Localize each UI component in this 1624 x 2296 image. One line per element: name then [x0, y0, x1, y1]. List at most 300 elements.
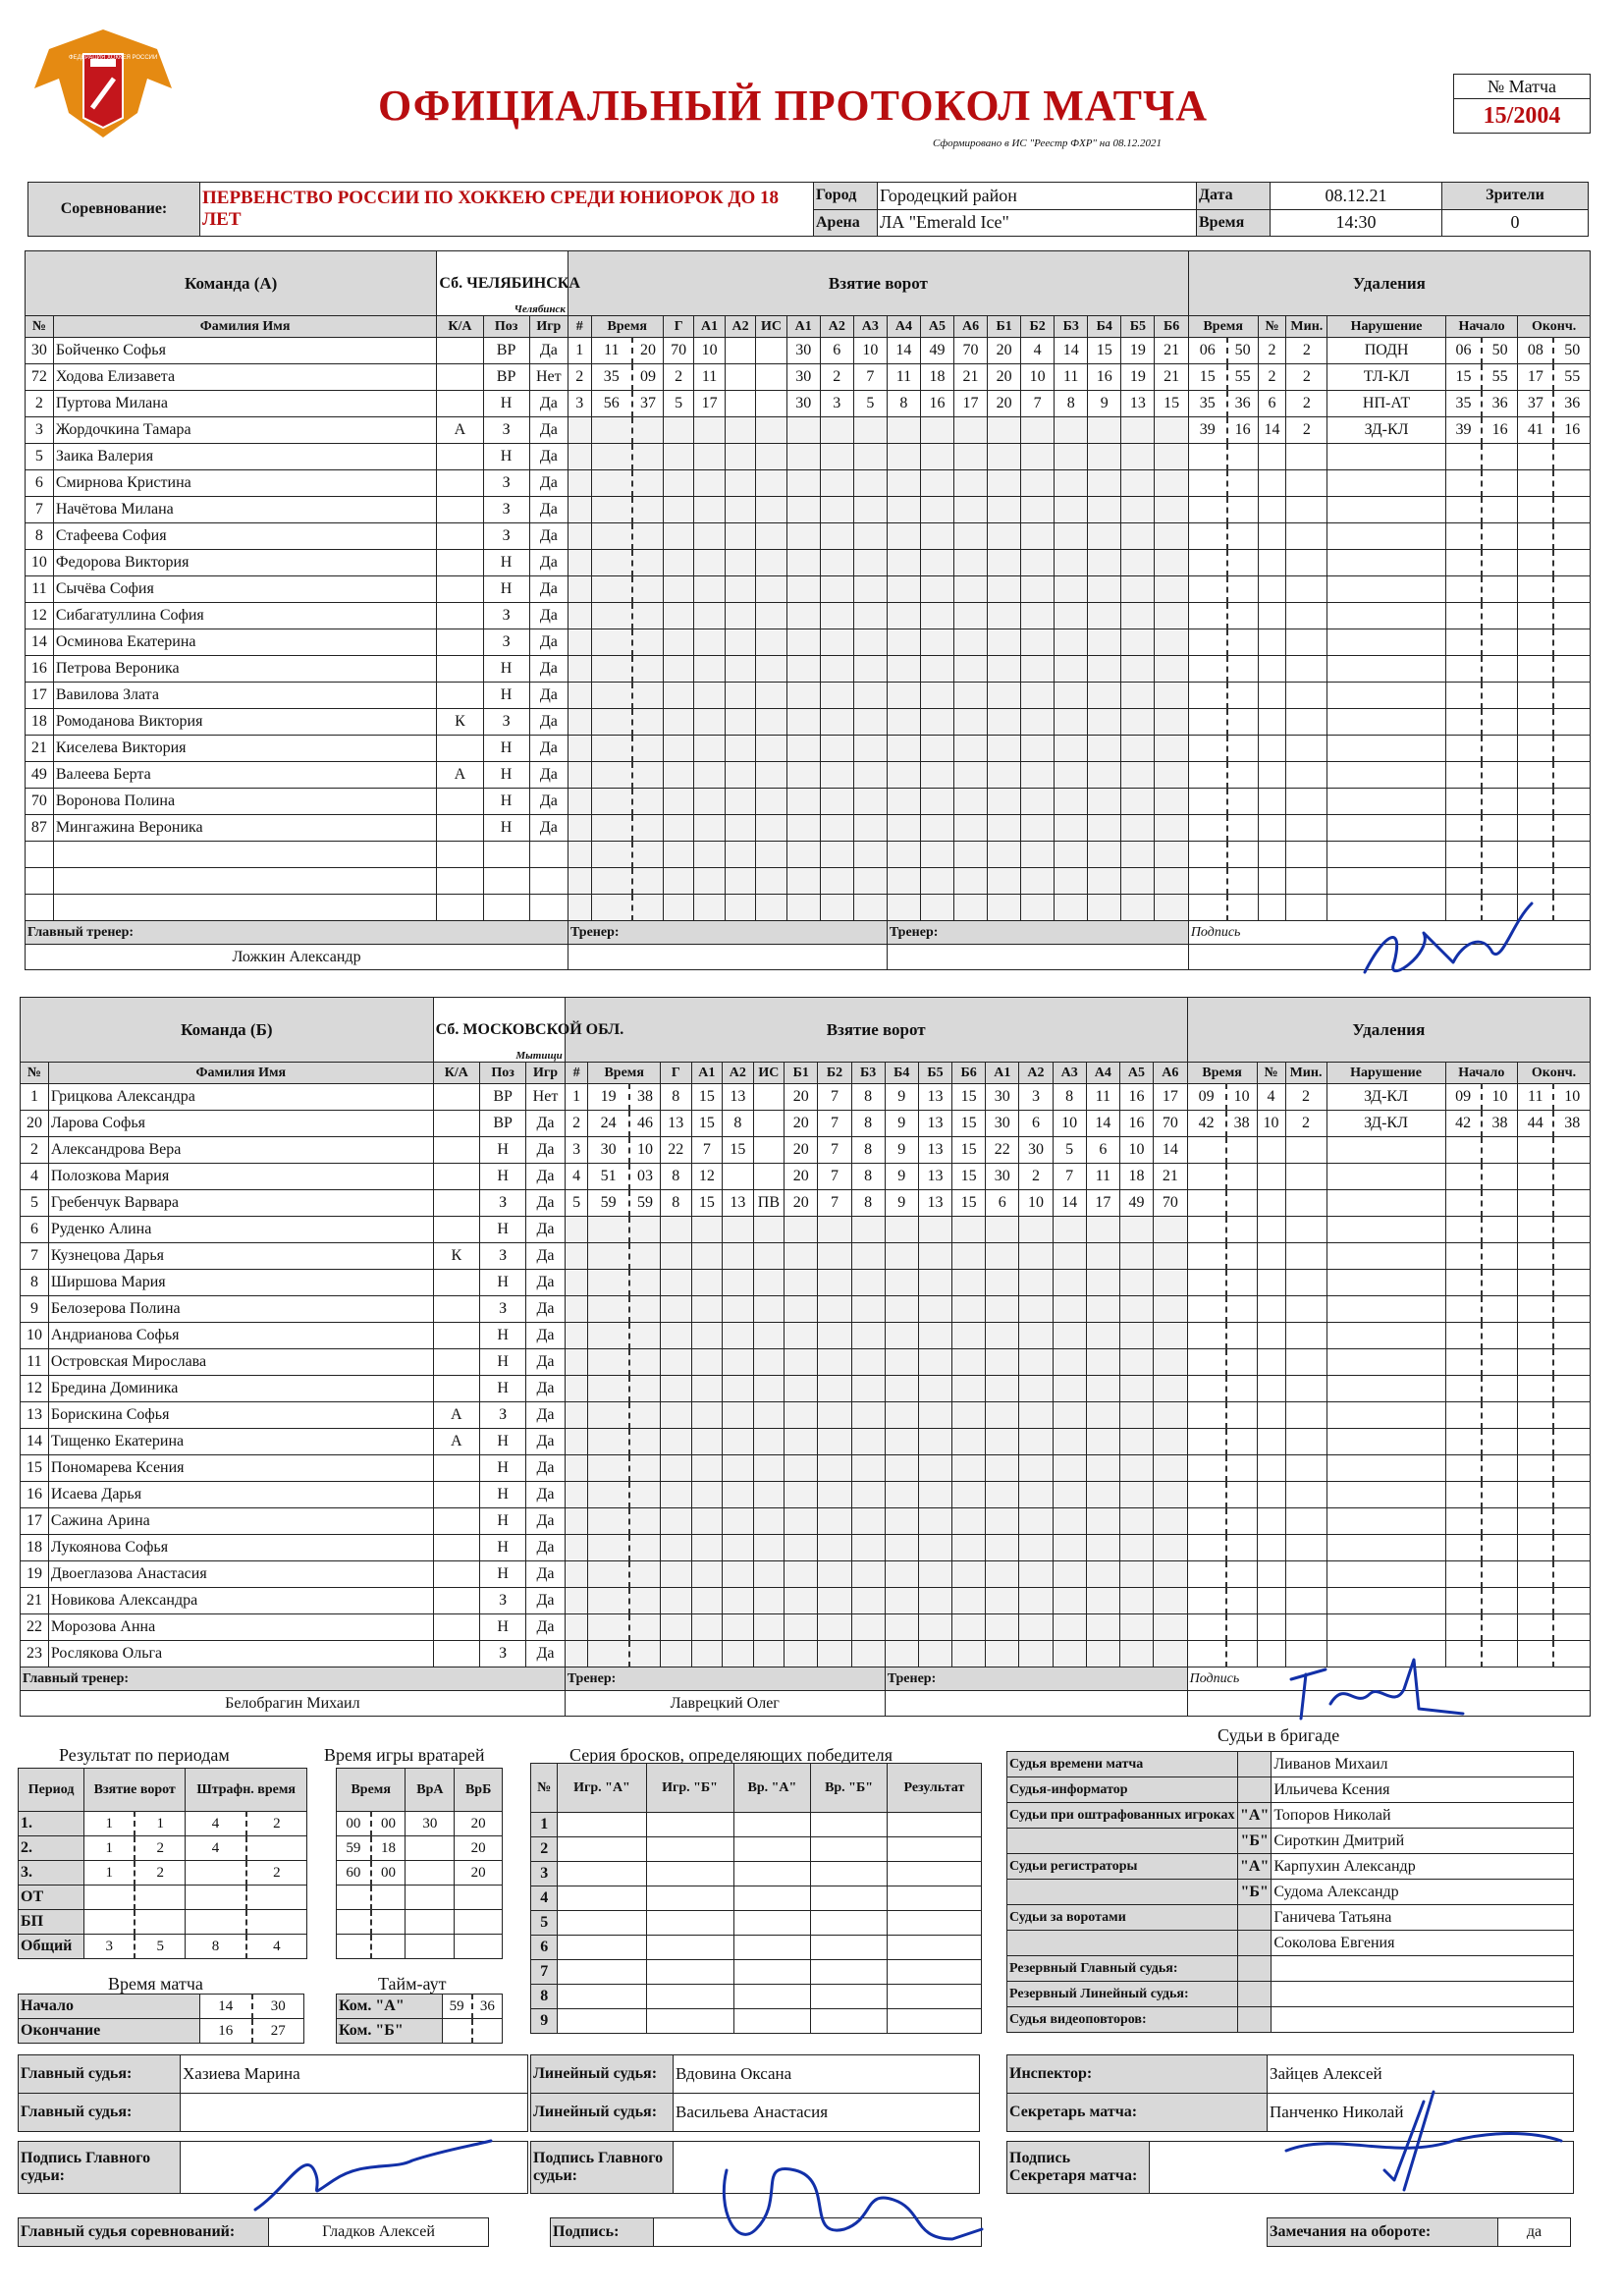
- player-position: З: [483, 629, 529, 656]
- player-name-cell: [53, 497, 437, 523]
- col-play: Игр: [526, 1063, 565, 1084]
- player-position: Н: [483, 391, 529, 417]
- goal-cell: 20: [988, 391, 1021, 417]
- player-position: Н: [479, 1270, 525, 1296]
- penalty-cell: 2: [1286, 417, 1327, 444]
- teamB-player-row: [21, 1535, 1591, 1561]
- player-position: З: [483, 470, 529, 497]
- period-pim-b: 4: [246, 1935, 307, 1959]
- player-captain: А: [433, 1402, 479, 1429]
- period-pim-a: 4: [186, 1812, 246, 1836]
- teamB-sign-label: Подпись: [1187, 1667, 1590, 1691]
- referee-role: Судьи за воротами: [1007, 1905, 1238, 1931]
- player-name-cell: [48, 1084, 433, 1111]
- period-label: 3.: [19, 1861, 84, 1886]
- shootout-number: 3: [531, 1862, 558, 1886]
- referee-name: Ильичева Ксения: [1272, 1777, 1574, 1803]
- penalty-cell: 16: [1227, 417, 1258, 444]
- teamB-pen-title: Удаления: [1187, 998, 1590, 1063]
- player-played: Да: [526, 1429, 565, 1455]
- goal-cell: 21: [1155, 364, 1188, 391]
- teamA-sign-label: Подпись: [1188, 921, 1590, 945]
- player-played: Да: [526, 1482, 565, 1508]
- referee-role: Судья видеоповторов:: [1007, 2007, 1238, 2033]
- penalty-cell: 38: [1553, 1111, 1590, 1137]
- period-label: ОТ: [19, 1886, 84, 1910]
- goal-cell: 49: [1119, 1190, 1153, 1217]
- referee-row: [1007, 1982, 1574, 2007]
- player-number: 70: [26, 789, 54, 815]
- player-name: Мингажина Вероника: [55, 819, 203, 836]
- player-name: Андрианова Софья: [50, 1327, 180, 1343]
- col-name: Фамилия Имя: [48, 1063, 433, 1084]
- goal-cell: 15: [691, 1084, 723, 1111]
- player-captain: [437, 523, 483, 550]
- col-ka: К/А: [437, 316, 483, 338]
- col-onice-11: А6: [1154, 1063, 1188, 1084]
- referee-team: [1238, 1931, 1272, 1956]
- period-goals-b: 1: [135, 1812, 186, 1836]
- goal-cell: 18: [920, 364, 953, 391]
- player-captain: А: [437, 762, 483, 789]
- teamA-player-row: [26, 683, 1591, 709]
- col-goal-time: Время: [588, 1063, 661, 1084]
- period-pim-a: 8: [186, 1935, 246, 1959]
- goal-cell: 14: [1154, 1137, 1188, 1164]
- period-goals-a: [84, 1886, 135, 1910]
- player-name-cell: [48, 1243, 433, 1270]
- player-played: Да: [526, 1588, 565, 1614]
- player-name-cell: [48, 1588, 433, 1614]
- teamA-coach2-label: Тренер:: [887, 921, 1188, 945]
- goal-cell: 15: [952, 1084, 986, 1111]
- goal-cell: 30: [986, 1084, 1019, 1111]
- player-number: 21: [21, 1588, 49, 1614]
- player-name: Руденко Алина: [50, 1221, 152, 1237]
- goal-cell: 15: [952, 1190, 986, 1217]
- player-played: Нет: [529, 364, 568, 391]
- player-name: Осминова Екатерина: [55, 633, 196, 650]
- player-name-cell: [53, 338, 437, 364]
- goal-cell: 30: [786, 338, 820, 364]
- goal-cell: 15: [723, 1137, 754, 1164]
- player-captain: [433, 1323, 479, 1349]
- player-captain: К: [433, 1243, 479, 1270]
- goal-cell: 6: [986, 1190, 1019, 1217]
- player-captain: [437, 576, 483, 603]
- goal-cell: 8: [851, 1084, 885, 1111]
- col-pen-end: Оконч.: [1518, 1063, 1591, 1084]
- gk-a: 30: [406, 1812, 455, 1836]
- player-name: Сажина Арина: [50, 1512, 150, 1529]
- player-number: 8: [21, 1270, 49, 1296]
- inspector-label: Инспектор:: [1007, 2055, 1268, 2094]
- player-name: Смирнова Кристина: [55, 474, 191, 491]
- goal-cell: 13: [918, 1190, 951, 1217]
- goal-cell: 8: [661, 1164, 692, 1190]
- goal-cell: 70: [1154, 1190, 1188, 1217]
- player-name: Воронова Полина: [55, 793, 176, 809]
- referee-name: Ливанов Михаил: [1272, 1752, 1574, 1777]
- penalty-cell: 4: [1257, 1084, 1285, 1111]
- goal-cell: 7: [818, 1084, 851, 1111]
- penalty-cell: 42: [1187, 1111, 1225, 1137]
- player-name: Тищенко Екатерина: [50, 1433, 185, 1449]
- goal-cell: 30: [588, 1137, 629, 1164]
- player-name: Заика Валерия: [55, 448, 154, 465]
- player-captain: [433, 1614, 479, 1641]
- col-a2: А2: [725, 316, 755, 338]
- match-start-m: 30: [252, 1995, 304, 2019]
- arena-label: Арена: [814, 209, 878, 237]
- date-value: 08.12.21: [1271, 183, 1442, 210]
- goal-cell: 7: [818, 1190, 851, 1217]
- timeout-b-label: Ком. "Б": [337, 2019, 443, 2044]
- col-pos: Поз: [479, 1063, 525, 1084]
- col-pen-min: Мин.: [1285, 1063, 1326, 1084]
- goal-cell: 30: [986, 1111, 1019, 1137]
- gk-a: [406, 1886, 455, 1910]
- goal-cell: 13: [1121, 391, 1155, 417]
- player-name-cell: [53, 417, 437, 444]
- referee-name: Топоров Николай: [1272, 1803, 1574, 1829]
- match-start-label: Начало: [19, 1995, 200, 2019]
- penalty-cell: 2: [1285, 1084, 1326, 1111]
- teamA-head-coach-label: Главный тренер:: [26, 921, 568, 945]
- goal-cell: 5: [853, 391, 887, 417]
- col-is: ИС: [753, 1063, 785, 1084]
- player-number: 20: [21, 1111, 49, 1137]
- shootout-number: 4: [531, 1886, 558, 1911]
- player-name-cell: [53, 762, 437, 789]
- player-captain: [437, 364, 483, 391]
- col-name: Фамилия Имя: [53, 316, 437, 338]
- col-shootout-0: №: [531, 1764, 558, 1813]
- period-pim-b: [246, 1910, 307, 1935]
- col-onice-1: А2: [820, 316, 853, 338]
- player-number: 16: [26, 656, 54, 683]
- goal-cell: 1: [565, 1084, 588, 1111]
- comp-sign-label: Подпись:: [551, 2218, 654, 2247]
- penalty-cell: 35: [1445, 391, 1482, 417]
- teamB-player-row: [21, 1482, 1591, 1508]
- teamA-player-row: [26, 417, 1591, 444]
- player-name: Жордочкина Тамара: [55, 421, 191, 438]
- col-shootout-4: Вр. "Б": [811, 1764, 888, 1813]
- teamB-player-row: [21, 1455, 1591, 1482]
- goal-cell: 8: [661, 1084, 692, 1111]
- player-played: Да: [526, 1455, 565, 1482]
- player-name: Рослякова Ольга: [50, 1645, 163, 1662]
- player-captain: [437, 338, 483, 364]
- goal-cell: 16: [1119, 1111, 1153, 1137]
- penalty-cell: 36: [1227, 391, 1258, 417]
- player-captain: [433, 1217, 479, 1243]
- player-name: Новикова Александра: [50, 1592, 198, 1609]
- goal-cell: 11: [1086, 1084, 1119, 1111]
- goal-cell: 17: [694, 391, 725, 417]
- penalty-cell: 10: [1482, 1084, 1518, 1111]
- shootout-number: 5: [531, 1911, 558, 1936]
- goal-cell: 19: [1121, 338, 1155, 364]
- spectators-value: 0: [1442, 209, 1589, 237]
- goal-cell: 15: [952, 1111, 986, 1137]
- gk-b: 20: [455, 1861, 503, 1886]
- teamB-player-row: [21, 1137, 1591, 1164]
- goal-cell: 9: [885, 1190, 918, 1217]
- player-name-cell: [48, 1323, 433, 1349]
- player-position: Н: [483, 736, 529, 762]
- referee-name: Соколова Евгения: [1272, 1931, 1574, 1956]
- player-played: Да: [529, 789, 568, 815]
- gk-a: [406, 1861, 455, 1886]
- player-name-cell: [48, 1217, 433, 1243]
- player-name: Киселева Виктория: [55, 739, 187, 756]
- period-goals-b: 2: [135, 1836, 186, 1861]
- player-captain: [433, 1349, 479, 1376]
- teamA-head-coach: Ложкин Александр: [26, 945, 568, 970]
- shootout-row: [531, 1960, 982, 1985]
- teamA-coach: [568, 945, 888, 970]
- referee-team: "Б": [1238, 1880, 1272, 1905]
- player-position: Н: [483, 683, 529, 709]
- period-goals-a: 3: [84, 1935, 135, 1959]
- referee-row: [1007, 1854, 1574, 1880]
- referee-team: [1238, 1905, 1272, 1931]
- player-name: Федорова Виктория: [55, 554, 189, 571]
- goal-cell: 20: [785, 1137, 818, 1164]
- goal-cell: 70: [1154, 1111, 1188, 1137]
- period-goals-b: 5: [135, 1935, 186, 1959]
- shootout-row: [531, 2009, 982, 2034]
- match-end-m: 27: [252, 2019, 304, 2044]
- player-captain: [437, 497, 483, 523]
- teamB-player-row: [21, 1429, 1591, 1455]
- gk-sec: [371, 1910, 406, 1935]
- penalty-cell: 55: [1482, 364, 1518, 391]
- goal-cell: 59: [629, 1190, 661, 1217]
- referee-row: [1007, 1956, 1574, 1982]
- goal-cell: 12: [691, 1164, 723, 1190]
- gk-sec: 00: [371, 1812, 406, 1836]
- referee-row: [1007, 1777, 1574, 1803]
- penalty-cell: НП-АТ: [1327, 391, 1446, 417]
- player-number: 2: [26, 391, 54, 417]
- player-played: Да: [526, 1614, 565, 1641]
- player-number: 49: [26, 762, 54, 789]
- col-onice-9: А4: [1086, 1063, 1119, 1084]
- player-name: Белозерова Полина: [50, 1300, 181, 1317]
- penalty-cell: 16: [1482, 417, 1518, 444]
- referee-role: Судья времени матча: [1007, 1752, 1238, 1777]
- player-name: Островская Мирослава: [50, 1353, 207, 1370]
- signature-secretary: [1276, 2082, 1571, 2200]
- teamA-pen-title: Удаления: [1188, 251, 1590, 316]
- sign-main-label-1: Подпись Главного судьи:: [19, 2142, 181, 2194]
- player-position: Н: [479, 1561, 525, 1588]
- gk-row: [337, 1886, 503, 1910]
- gk-a: [406, 1910, 455, 1935]
- player-played: Да: [526, 1561, 565, 1588]
- player-played: Да: [526, 1137, 565, 1164]
- gk-row: [337, 1812, 503, 1836]
- player-name: Полозкова Мария: [50, 1168, 170, 1184]
- player-number: 13: [21, 1402, 49, 1429]
- goal-cell: 7: [818, 1111, 851, 1137]
- shootout-table: [530, 1763, 982, 2034]
- goal-cell: 11: [591, 338, 632, 364]
- penalty-cell: 10: [1226, 1084, 1258, 1111]
- player-played: Да: [529, 417, 568, 444]
- teamA-player-row: [26, 629, 1591, 656]
- col-shootout-1: Игр. "А": [558, 1764, 646, 1813]
- player-name: Грицкова Александра: [50, 1088, 195, 1105]
- player-position: Н: [479, 1429, 525, 1455]
- goal-cell: 10: [1019, 1190, 1053, 1217]
- goal-cell: 3: [568, 391, 592, 417]
- col-goal-time: Время: [591, 316, 663, 338]
- teamA-player-row: [26, 444, 1591, 470]
- line-ref-2-label: Линейный судья:: [531, 2094, 674, 2132]
- goal-cell: 15: [691, 1111, 723, 1137]
- gk-b: [455, 1910, 503, 1935]
- player-captain: [437, 815, 483, 842]
- referee-role: Резервный Главный судья:: [1007, 1956, 1238, 1982]
- arena-value: ЛА "Emerald Ice": [878, 209, 1197, 237]
- period-row: [19, 1886, 307, 1910]
- col-period: Период: [19, 1769, 84, 1812]
- team-b-section: [20, 997, 1591, 1717]
- team-a-section: [25, 250, 1591, 970]
- signature-coach-a: [1345, 894, 1542, 992]
- goal-cell: 49: [920, 338, 953, 364]
- col-shootout-3: Вр. "А": [733, 1764, 811, 1813]
- referee-team: "Б": [1238, 1829, 1272, 1854]
- player-number: 4: [21, 1164, 49, 1190]
- goal-cell: 8: [1055, 391, 1088, 417]
- goal-cell: 8: [723, 1111, 754, 1137]
- col-is: ИС: [756, 316, 786, 338]
- player-captain: [433, 1482, 479, 1508]
- referee-team: [1238, 2007, 1272, 2033]
- sign-main-label-2: Подпись Главного судьи:: [531, 2142, 674, 2194]
- player-name: Двоеглазова Анастасия: [50, 1565, 207, 1582]
- goal-cell: 3: [565, 1137, 588, 1164]
- player-captain: [437, 470, 483, 497]
- period-pim-b: [246, 1836, 307, 1861]
- period-pim-b: [246, 1886, 307, 1910]
- player-name-cell: [48, 1270, 433, 1296]
- player-number: 2: [21, 1137, 49, 1164]
- player-played: Да: [529, 629, 568, 656]
- referee-name: Судома Александр: [1272, 1880, 1574, 1905]
- gk-row: [337, 1910, 503, 1935]
- goal-cell: [725, 391, 755, 417]
- penalty-cell: 50: [1227, 338, 1258, 364]
- teamB-player-row: [21, 1323, 1591, 1349]
- goal-cell: 70: [663, 338, 693, 364]
- goal-cell: 3: [1019, 1084, 1053, 1111]
- shootout-row: [531, 1837, 982, 1862]
- match-time-title: Время матча: [108, 1974, 203, 1994]
- player-number: 11: [21, 1349, 49, 1376]
- referee-name: [1272, 2007, 1574, 2033]
- teamA-label: Команда (А): [26, 251, 437, 316]
- match-number: 15/2004: [1454, 99, 1591, 134]
- goal-cell: 22: [661, 1137, 692, 1164]
- goal-cell: 10: [629, 1137, 661, 1164]
- signature-main-ref-2: [697, 2131, 992, 2278]
- player-played: Да: [526, 1349, 565, 1376]
- goal-cell: 37: [632, 391, 663, 417]
- player-captain: [437, 444, 483, 470]
- timeout-b-s: [472, 2019, 503, 2044]
- goal-cell: [753, 1137, 785, 1164]
- penalty-cell: 2: [1258, 338, 1286, 364]
- col-onice-8: Б3: [1055, 316, 1088, 338]
- player-played: Да: [529, 338, 568, 364]
- referees-title: Судьи в бригаде: [1218, 1725, 1340, 1745]
- penalty-cell: 17: [1518, 364, 1554, 391]
- goal-cell: [725, 364, 755, 391]
- player-name: Ширшова Мария: [50, 1274, 166, 1290]
- period-row: [19, 1910, 307, 1935]
- time-value: 14:30: [1271, 209, 1442, 237]
- period-goals-b: 2: [135, 1861, 186, 1886]
- competition-name: ПЕРВЕНСТВО РОССИИ ПО ХОККЕЮ СРЕДИ ЮНИОРОК ДО 18 ЛЕТ: [200, 183, 814, 237]
- player-captain: [433, 1588, 479, 1614]
- period-pim-b: 2: [246, 1812, 307, 1836]
- player-played: Да: [529, 603, 568, 629]
- player-position: Н: [483, 815, 529, 842]
- gk-min: [337, 1935, 371, 1959]
- shootout-row: [531, 1813, 982, 1837]
- teamA-player-row: [26, 868, 1591, 895]
- referee-team: [1238, 1982, 1272, 2007]
- gk-title: Время игры вратарей: [324, 1745, 485, 1765]
- teamA-name-text: Сб. ЧЕЛЯБИНСКА: [439, 274, 580, 292]
- goal-cell: 35: [591, 364, 632, 391]
- referee-row: [1007, 1752, 1574, 1777]
- gk-sec: [371, 1886, 406, 1910]
- referees-table: [1006, 1751, 1574, 2033]
- goal-cell: 21: [1154, 1164, 1188, 1190]
- player-name-cell: [48, 1137, 433, 1164]
- period-goals-a: 1: [84, 1836, 135, 1861]
- player-number: 5: [26, 444, 54, 470]
- player-name: Ходова Елизавета: [55, 368, 176, 385]
- col-onice-0: Б1: [785, 1063, 818, 1084]
- player-position: Н: [479, 1164, 525, 1190]
- comp-ref-table: [18, 2217, 489, 2247]
- penalty-cell: 16: [1553, 417, 1590, 444]
- goal-cell: 2: [663, 364, 693, 391]
- goal-cell: 2: [565, 1111, 588, 1137]
- player-played: Да: [526, 1243, 565, 1270]
- goal-cell: 8: [887, 391, 920, 417]
- player-position: Н: [479, 1217, 525, 1243]
- goal-cell: ПВ: [753, 1190, 785, 1217]
- penalty-cell: 09: [1187, 1084, 1225, 1111]
- player-name: Александрова Вера: [50, 1141, 182, 1158]
- referee-role: [1007, 1931, 1238, 1956]
- referee-name: Карпухин Александр: [1272, 1854, 1574, 1880]
- teamA-player-row: [26, 576, 1591, 603]
- teamB-player-row: [21, 1296, 1591, 1323]
- goal-cell: 16: [920, 391, 953, 417]
- shootout-number: 9: [531, 2009, 558, 2034]
- penalty-cell: 2: [1286, 338, 1327, 364]
